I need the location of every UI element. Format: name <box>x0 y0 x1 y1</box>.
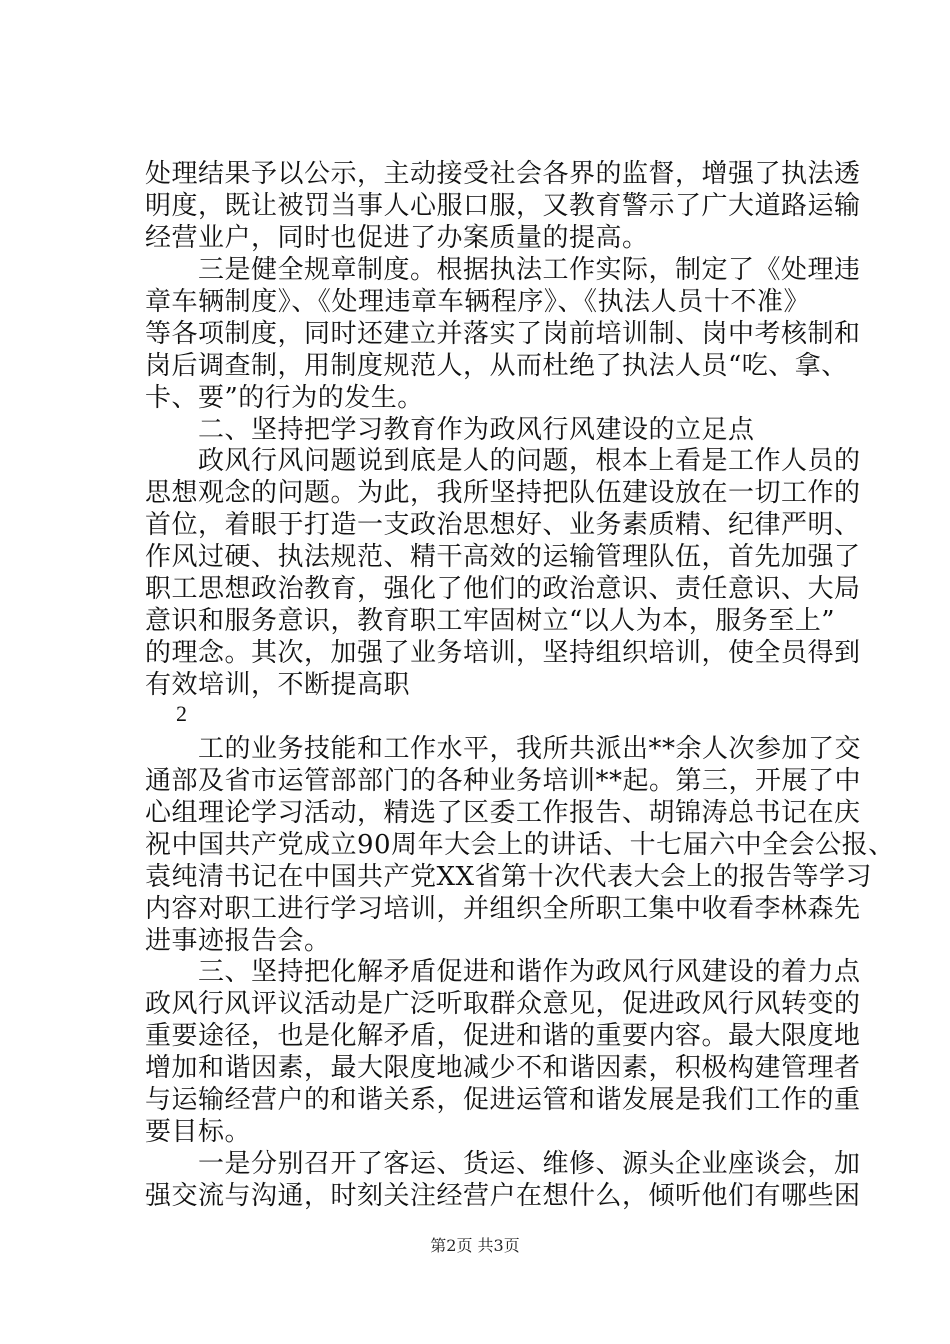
page-footer: 第2页 共3页 <box>430 1236 520 1255</box>
text-line: 通部及省市运管部部门的各种业务培训**起。第三，开展了中 <box>145 766 862 796</box>
text-line: 思想观念的问题。为此，我所坚持把队伍建设放在一切工作的 <box>145 478 861 508</box>
text-line: 要目标。 <box>145 1117 252 1147</box>
text-line: 三是健全规章制度。根据执法工作实际，制定了《处理违 <box>145 255 861 285</box>
text-line: 心组理论学习活动，精选了区委工作报告、胡锦涛总书记在庆 <box>145 798 861 828</box>
text-line: 章车辆制度》、《处理违章车辆程序》、《执法人员十不准》 <box>145 287 810 317</box>
text-line: 政风行风评议活动是广泛听取群众意见，促进政风行风转变的 <box>145 989 861 1019</box>
text-line: 首位，着眼于打造一支政治思想好、业务素质精、纪律严明、 <box>145 510 861 540</box>
text-line: 一是分别召开了客运、货运、维修、源头企业座谈会，加 <box>145 1149 861 1179</box>
text-line: 意识和服务意识，教育职工牢固树立“以人为本，服务至上” <box>145 606 836 636</box>
text-line: 祝中国共产党成立90周年大会上的讲话、十七届六中全会公报、 <box>145 830 895 860</box>
text-line: 经营业户，同时也促进了办案质量的提高。 <box>145 223 649 253</box>
text-line: 工的业务技能和工作水平，我所共派出**余人次参加了交 <box>145 734 862 764</box>
text-line: 卡、要”的行为的发生。 <box>145 383 424 413</box>
text-line: 与运输经营户的和谐关系，促进运管和谐发展是我们工作的重 <box>145 1085 861 1115</box>
text-line: 处理结果予以公示，主动接受社会各界的监督，增强了执法透 <box>145 159 861 189</box>
section-heading: 三、坚持把化解矛盾促进和谐作为政风行风建设的着力点 <box>145 957 861 987</box>
text-line: 职工思想政治教育，强化了他们的政治意识、责任意识、大局 <box>145 574 861 604</box>
text-line: 袁纯清书记在中国共产党XX省第十次代表大会上的报告等学习 <box>145 862 873 892</box>
section-heading: 二、坚持把学习教育作为政风行风建设的立足点 <box>145 415 755 445</box>
page-marker: 2 <box>176 701 187 726</box>
text-line: 重要途径，也是化解矛盾，促进和谐的重要内容。最大限度地 <box>145 1021 861 1051</box>
text-line: 岗后调查制，用制度规范人，从而杜绝了执法人员“吃、拿、 <box>145 351 848 381</box>
text-line: 明度，既让被罚当事人心服口服，又教育警示了广大道路运输 <box>145 191 861 221</box>
text-line: 内容对职工进行学习培训，并组织全所职工集中收看李林森先 <box>145 894 861 924</box>
text-line: 等各项制度，同时还建立并落实了岗前培训制、岗中考核制和 <box>145 319 861 349</box>
text-line: 强交流与沟通，时刻关注经营户在想什么，倾听他们有哪些困 <box>145 1181 861 1211</box>
text-line: 有效培训，不断提高职 <box>145 670 411 700</box>
text-line: 的理念。其次，加强了业务培训，坚持组织培训，使全员得到 <box>145 638 861 668</box>
text-line: 进事迹报告会。 <box>145 926 331 956</box>
text-line: 增加和谐因素，最大限度地减少不和谐因素，积极构建管理者 <box>145 1053 861 1083</box>
text-line: 政风行风问题说到底是人的问题，根本上看是工作人员的 <box>145 446 861 476</box>
text-line: 作风过硬、执法规范、精干高效的运输管理队伍，首先加强了 <box>145 542 861 572</box>
